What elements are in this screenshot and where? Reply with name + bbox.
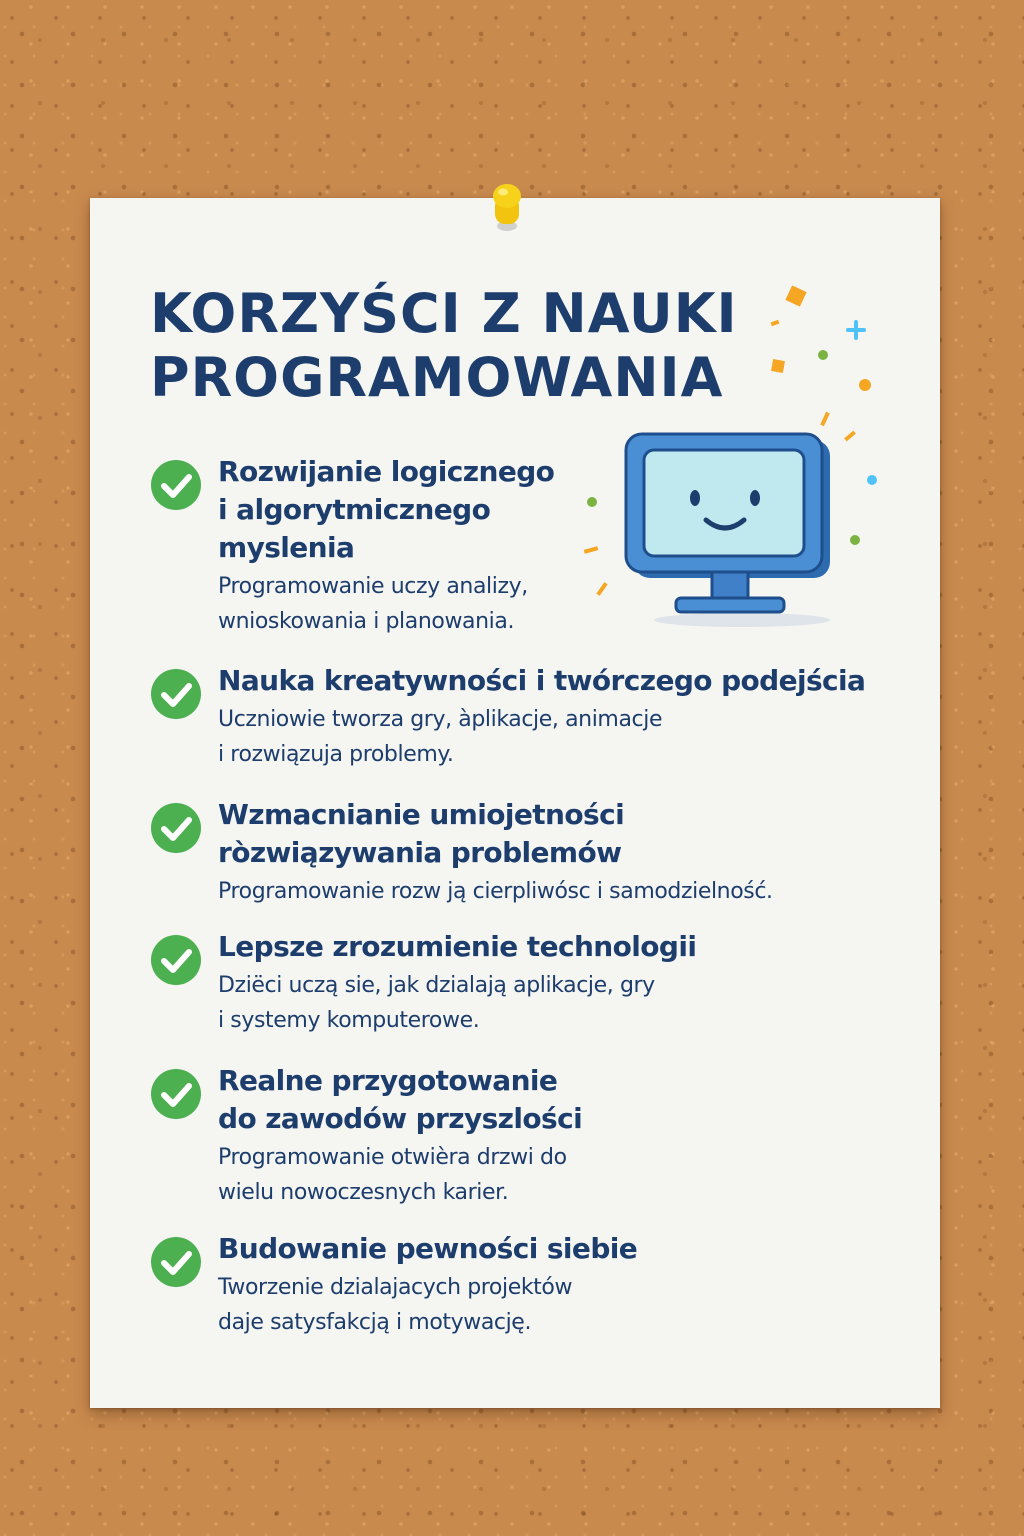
benefit-title-line: ròzwiązywania problemów (218, 836, 622, 869)
benefit-title (218, 1062, 870, 1138)
check-circle-icon (150, 934, 202, 986)
benefit-desc-line: Tworzenie dzialajacych projektów (218, 1275, 573, 1300)
benefit-title-line: Wzmacnianie umiojetności (218, 798, 625, 831)
benefit-desc-line: Programowanie uczy analizy, (218, 574, 528, 599)
benefit-desc-line: wnioskowania i planowania. (218, 609, 515, 634)
benefit-title (218, 453, 870, 567)
benefit-item-logical-thinking (150, 453, 870, 639)
benefit-title-line: Lepsze zrozumienie technologii (218, 930, 697, 963)
benefit-desc-line: wielu nowoczesnych karier. (218, 1180, 509, 1205)
benefit-title-line: Budowanie pewności siebie (218, 1232, 638, 1265)
check-circle-icon (150, 668, 202, 720)
push-pin-icon (488, 180, 526, 234)
title-line-1: KORZYŚCI Z NAUKI (150, 282, 738, 345)
benefit-description (218, 968, 870, 1038)
benefit-title (218, 796, 870, 872)
benefit-desc-line: i systemy komputerowe. (218, 1008, 480, 1033)
benefit-item-careers (150, 1062, 870, 1210)
benefit-desc-line: Uczniowie tworza gry, àplikacje, animacje (218, 707, 663, 732)
benefit-description (218, 702, 870, 772)
benefit-description (218, 1270, 870, 1340)
benefit-description (218, 1140, 870, 1210)
benefit-title (218, 928, 870, 966)
check-circle-icon (150, 802, 202, 854)
benefit-title-line: myslenia (218, 531, 355, 564)
benefit-desc-line: Programowanie rozw ją cierpliwósc i samodzielność. (218, 879, 773, 904)
benefit-title-line: Nauka kreatywności i twórczego podejścia (218, 664, 866, 697)
benefit-item-technology (150, 928, 870, 1038)
title-line-2: PROGRAMOWANIA (150, 346, 724, 409)
benefit-desc-line: Programowanie otwièra drzwi do (218, 1145, 567, 1170)
benefit-title-line: do zawodów przyszlości (218, 1102, 583, 1135)
benefit-title (218, 662, 870, 700)
check-circle-icon (150, 1236, 202, 1288)
benefit-desc-line: i rozwiązuja problemy. (218, 742, 454, 767)
benefit-title-line: Rozwijanie logicznego (218, 455, 555, 488)
check-circle-icon (150, 1068, 202, 1120)
benefit-title (218, 1230, 870, 1268)
benefit-item-creativity (150, 662, 870, 772)
benefit-description (218, 569, 870, 639)
benefit-item-problem-solving (150, 796, 870, 909)
benefit-desc-line: daje satysfakcją i motywację. (218, 1310, 532, 1335)
benefit-item-self-confidence (150, 1230, 870, 1340)
benefit-description (218, 874, 870, 909)
benefit-title-line: Realne przygotowanie (218, 1064, 558, 1097)
benefit-desc-line: Dziëci uczą sie, jak dzialają aplikacje, gry (218, 973, 655, 998)
check-circle-icon (150, 459, 202, 511)
benefit-title-line: i algorytmicznego (218, 493, 491, 526)
